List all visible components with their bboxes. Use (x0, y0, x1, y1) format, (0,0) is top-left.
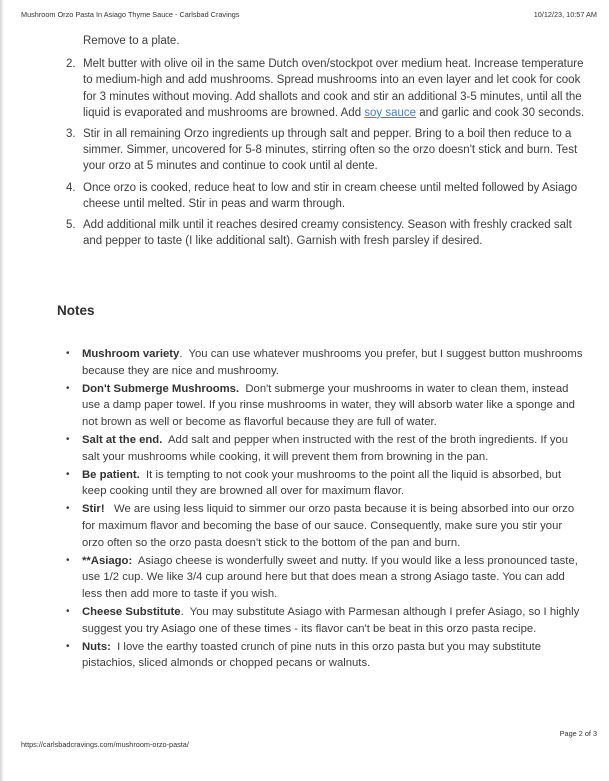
note-item (0, 553, 609, 603)
page-number: Page 2 of 3 (559, 729, 597, 738)
note-item (0, 467, 609, 501)
instruction-text: and garlic and cook 30 seconds. (416, 106, 585, 119)
note-separator: . (179, 348, 189, 360)
notes-heading: Notes (57, 303, 95, 318)
print-header (21, 10, 597, 22)
note-item (0, 501, 609, 551)
note-text: You can use whatever mushrooms you prefer, but I suggest button mushrooms because they are nice and mushroomy. (82, 348, 583, 377)
note-text: We are using less liquid to simmer our orzo pasta because it is being absorbed into our orzo for maximum flavor and becoming the base of our sauce. Consequently, make sure you stir your orzo often so the orzo pasta doesn't stick to the bottom of the pan and burn. (82, 503, 575, 549)
step-number: 2. (66, 58, 76, 71)
print-header-title: Mushroom Orzo Pasta In Asiago Thyme Sauce - Carlsbad Cravings (21, 10, 240, 19)
note-item (0, 432, 609, 466)
step-number: 5. (66, 219, 76, 232)
bullet-icon: • (66, 503, 70, 515)
instruction-step (0, 180, 609, 212)
bullet-icon: • (66, 605, 70, 617)
step-number: 4. (66, 181, 76, 194)
note-term: Salt at the end. (82, 433, 163, 446)
instruction-text: Once orzo is cooked, reduce heat to low and stir in cream cheese until melted followed by Asiago cheese until melted. Stir in peas and warm through. (83, 181, 578, 210)
instruction-text: Melt butter with olive oil in the same Dutch oven/stockpot over medium heat. Increase temperature to medium-high and add mushrooms. Spread mushrooms into an even layer and let cook for cook for 3 minutes without moving. Add shallots and cook and stir an additional 3-5 minutes, until all the liquid is evaporated and mushrooms are browned. Add (83, 58, 584, 119)
instruction-step (0, 126, 609, 175)
instruction-text: Stir in all remaining Orzo ingredients up through salt and pepper. Bring to a boil then reduce to a simmer. Simmer, uncovered for 5-8 minutes, stirring often so the orzo doesn't stick and burn. Test your orzo at 5 minutes and continue to cook until al dente. (83, 128, 578, 173)
notes-list (0, 346, 609, 673)
note-term: Stir! (82, 503, 105, 516)
note-term: Don't Submerge Mushrooms. (82, 382, 240, 395)
bullet-icon: • (66, 468, 70, 480)
instruction-step-continued (0, 33, 609, 49)
note-item (0, 346, 609, 380)
note-text: It is tempting to not cook your mushrooms to the point all the liquid is absorbed, but keep cooking until they are browned all over for maximum flavor. (82, 468, 562, 498)
note-separator: . (180, 605, 190, 618)
note-text: You may substitute Asiago with Parmesan although I prefer Asiago, so I highly suggest you try Asiago one of these times - its flavor can't be beat in this orzo pasta recipe. (82, 605, 580, 635)
instructions-section (0, 33, 609, 254)
instruction-step (0, 217, 609, 249)
note-term: Cheese Substitute (82, 605, 181, 618)
note-text: Asiago cheese is wonderfully sweet and nutty. If you would like a less pronounced taste, use 1/2 cup. We like 3/4 cup around here but that does mean a strong Asiago taste. You can add less then add more to taste if you wish. (82, 554, 578, 601)
soy-sauce-link[interactable]: soy sauce (364, 106, 417, 119)
note-term: Be patient. (82, 468, 140, 481)
instruction-text: Remove to a plate. (83, 35, 180, 47)
note-text: Don't submerge your mushrooms in water to clean them, instead use a damp paper towel. If you rinse mushrooms in water, they will absorb water like a sponge and not brown as well or become as flavorful because they are full of water. (82, 382, 575, 429)
bullet-icon: • (66, 554, 70, 566)
note-term: Mushroom variety (82, 348, 180, 360)
print-footer-url: https://carlsbadcravings.com/mushroom-orzo-pasta/ (21, 740, 189, 749)
note-separator (105, 503, 114, 515)
note-item (0, 381, 609, 431)
note-item (0, 639, 609, 673)
note-term: **Asiago: (82, 554, 133, 567)
bullet-icon: • (66, 433, 70, 445)
bullet-icon: • (66, 348, 70, 359)
print-header-date: 10/12/23, 10:57 AM (533, 10, 597, 19)
instruction-step (0, 56, 609, 121)
instruction-text: Add additional milk until it reaches desired creamy consistency. Season with freshly cracked salt and pepper to taste (I like additional salt). Garnish with fresh parsley if desired. (83, 219, 572, 248)
bullet-icon: • (66, 382, 70, 394)
note-item (0, 604, 609, 638)
note-text: Add salt and pepper when instructed with the rest of the broth ingredients. If you salt your mushrooms while cooking, it will prevent them from browning in the pan. (82, 433, 569, 463)
bullet-icon: • (66, 640, 70, 652)
note-term: Nuts: (82, 640, 111, 653)
instructions-list (0, 33, 609, 249)
step-number: 3. (66, 128, 76, 141)
note-text: I love the earthy toasted crunch of pine nuts in this orzo pasta but you may substitute pistachios, sliced almonds or chopped pecans or walnuts. (82, 640, 542, 670)
